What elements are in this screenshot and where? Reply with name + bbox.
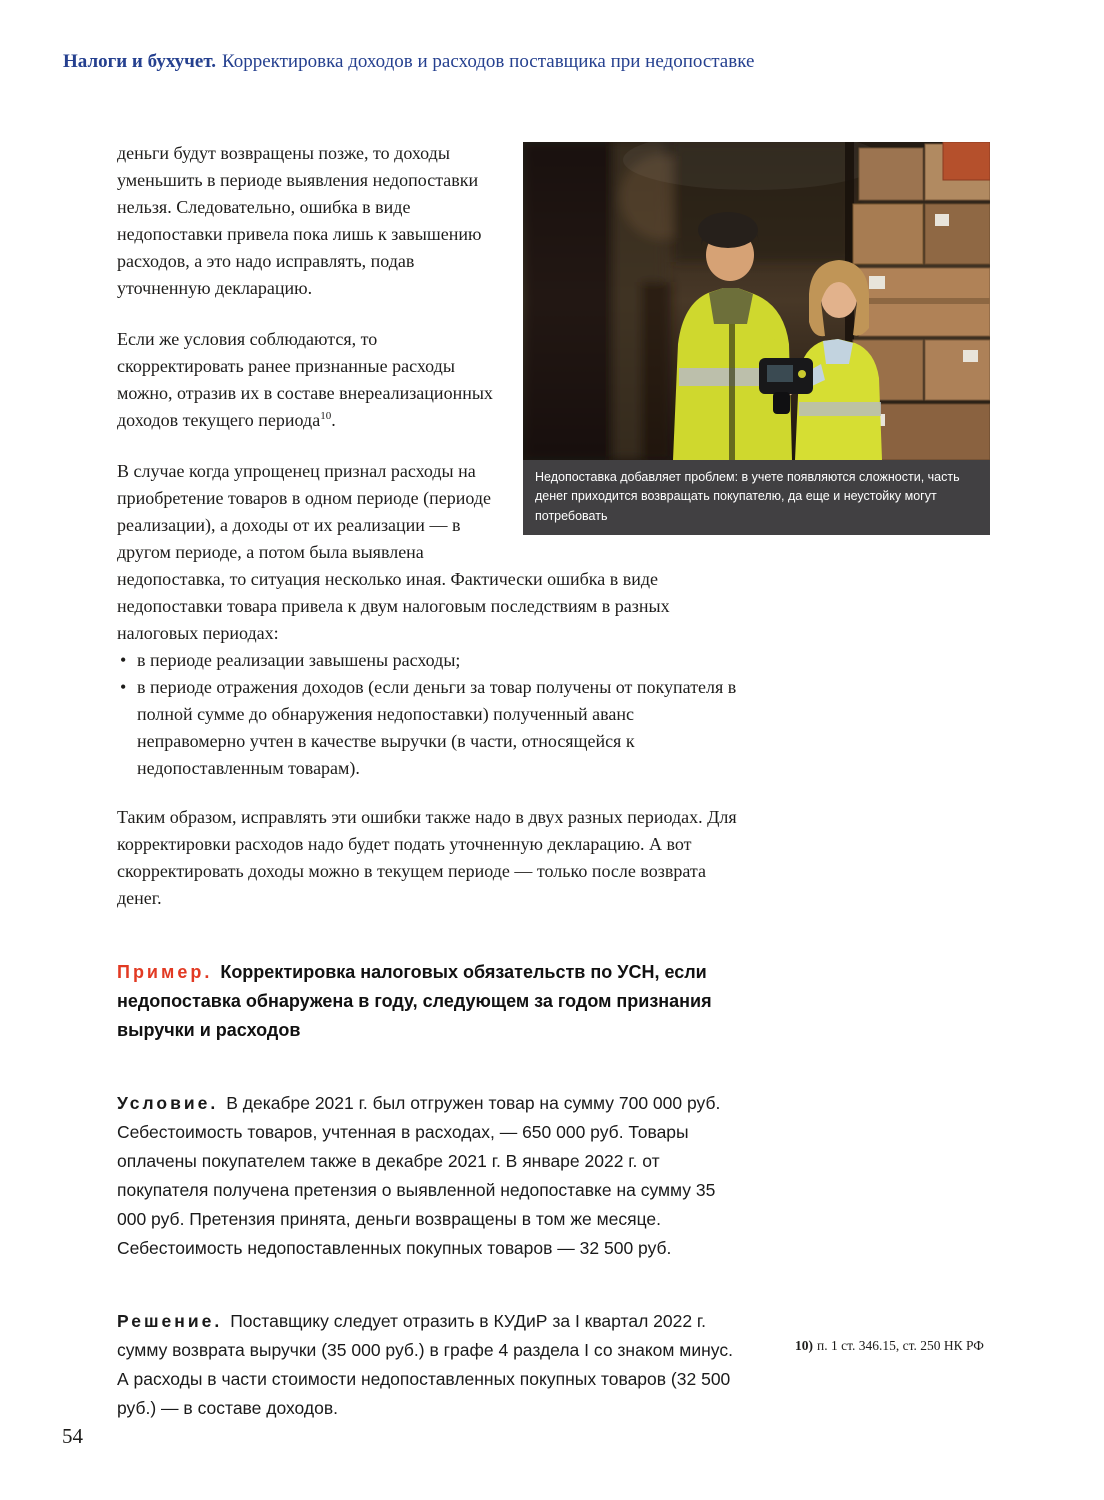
example-condition [117,1089,739,1263]
bullet-item-text: в периоде реализации завышены расходы; [137,650,461,670]
solution-text: Поставщику следует отразить в КУДиР за I квартал 2022 г. сумму возврата выручки (35 000 руб.) в графе 4 раздела I со знаком минус. А расходы в части стоимости недопоставленных покупных товаров (32 500 руб.) — в составе доходов. [117,1311,733,1418]
paragraph-1: деньги будут возвращены позже, то доходы уменьшить в периоде выявления недопоставки нельзя. Следовательно, ошибка в виде недопоставки привела пока лишь к завышению расходов, а это надо исправлять, подав уточненную декларацию. [117,143,482,298]
footnote-number: 10) [795,1338,813,1353]
page-header [63,50,1054,74]
example-solution [117,1307,739,1423]
header-title: Корректировка доходов и расходов поставщика при недопоставке [221,51,755,72]
photo-caption: Недопоставка добавляет проблем: в учете появляются сложности, часть денег приходится возвращать покупателю, да еще и неустойку могут потребовать [523,460,990,535]
paragraph-2-text: Если же условия соблюдаются, то скорректировать ранее признанные расходы можно, отразив их в составе внереализационных доходов текущего периода [117,329,493,430]
condition-label: Условие. [117,1093,219,1113]
article-body [117,140,990,1423]
example-label: Пример. [117,962,213,982]
footnote-ref-10: 10 [320,410,332,422]
warehouse-photo [523,142,990,460]
bullet-item [117,647,739,674]
example-section [117,958,739,1423]
article-photo-figure [523,142,990,535]
header-rubric: Налоги и бухучет. [63,51,216,72]
paragraph-4: Таким образом, исправлять эти ошибки также надо в двух разных периодах. Для корректировки расходов надо будет подать уточненную декларацию. А вот скорректировать доходы можно в текущем периоде — только после возврата денег. [117,807,737,908]
paragraph-2-end: . [331,410,336,430]
condition-text: В декабре 2021 г. был отгружен товар на сумму 700 000 руб. Себестоимость товаров, учтенная в расходах, — 650 000 руб. Товары оплачены покупателем также в декабре 2021 г. В январе 2022 г. от покупателя получена претензия о выявленной недопоставке на сумму 35 000 руб. Претензия принята, деньги возвращены в том же месяце. Себестоимость недопоставленных покупных товаров — 32 500 руб. [117,1093,721,1258]
bullet-list [117,647,739,782]
bullet-item-text: в периоде отражения доходов (если деньги за товар получены от покупателя в полной сумме до обнаружения недопоставки) полученный аванс неправомерно учтен в качестве выручки (в части, относящейся к недопоставленным товарам). [137,677,737,778]
page-number: 54 [62,1424,83,1448]
bullet-item [117,674,739,782]
example-title: Корректировка налоговых обязательств по УСН, если недопоставка обнаружена в году, следующем за годом признания выручки и расходов [117,962,712,1040]
paragraph-3: В случае когда упрощенец признал расходы на приобретение товаров в одном периоде (периоде реализации), а доходы от их реализации — в другом периоде, а потом была выявлена недопоставка, то ситуация несколько иная. Фактически ошибка в виде недопоставки товара привела к двум налоговым последствиям в разных налоговых периодах: [117,461,670,643]
footnote-text: п. 1 ст. 346.15, ст. 250 НК РФ [817,1338,984,1353]
example-heading [117,958,739,1045]
footnote-10 [795,1336,995,1356]
solution-label: Решение. [117,1311,223,1331]
